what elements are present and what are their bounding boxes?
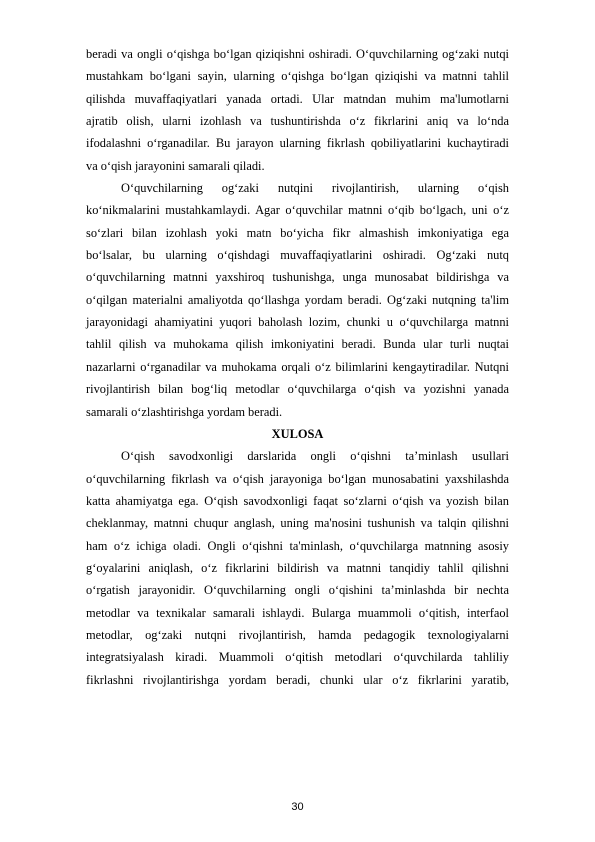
text-line: metodlar va texnikalar samarali ishlaydi. Bularga muammoli o‘qitish, interfaol bbox=[86, 605, 509, 620]
paragraph bbox=[86, 177, 509, 423]
text-line: katta ahamiyatga ega. O‘qish savodxonligi faqat so‘zlarni o‘qish va yozish bilan bbox=[86, 493, 509, 508]
text-line: nazarlarni o‘rganadilar va muhokama orqali o‘z bilimlarini kengaytiradilar. Nutqni bbox=[86, 359, 509, 374]
text-line: o‘quvchilarning matnni yaxshiroq tushunishga, unga munosabat bildirishga va bbox=[86, 270, 509, 285]
text-line: rivojlantirish bilan bog‘liq metodlar o‘quvchilarga o‘qish va yozishni yanada bbox=[86, 382, 509, 397]
text-line: o‘quvchilarning fikrlash va o‘qish jarayoniga bo‘lgan munosabatini yaxshilashda bbox=[86, 471, 509, 486]
text-line: samarali o‘zlashtirishga yordam beradi. bbox=[86, 404, 283, 419]
text-line: ham o‘z ichiga oladi. Ongli o‘qishni ta'minlash, o‘quvchilarga matnning asosiy bbox=[86, 538, 509, 553]
body-text-bottom bbox=[86, 445, 509, 691]
text-line: ko‘nikmalarini mustahkamlaydi. Agar o‘quvchilar matnni o‘qib bo‘lgach, uni o‘z bbox=[86, 203, 509, 218]
text-line: ifodalashni o‘rganadilar. Bu jarayon ularning fikrlash qobiliyatlarini kuchaytiradi bbox=[86, 136, 509, 151]
text-line: qilishda muvaffaqiyatlari yanada ortadi. Ular matndan muhim ma'lumotlarni bbox=[86, 91, 509, 106]
text-line: so‘zlari bilan izohlash yoki matn bo‘yicha fikr almashish imkoniyatiga ega bbox=[86, 225, 509, 240]
text-line: o‘rgatish jarayonidir. O‘quvchilarning ongli o‘qishini ta’minlashda bir nechta bbox=[86, 583, 509, 598]
text-line: metodlar, og‘zaki nutqni rivojlantirish, hamda pedagogik texnologiyalarni bbox=[86, 627, 509, 642]
section-heading: XULOSA bbox=[271, 426, 324, 441]
text-line: O‘qish savodxonligi darslarida ongli o‘qishni ta’minlash usullari bbox=[121, 449, 509, 464]
document-page bbox=[86, 43, 509, 691]
paragraph bbox=[86, 445, 509, 691]
text-line: O‘quvchilarning og‘zaki nutqini rivojlantirish, ularning o‘qish bbox=[121, 181, 509, 196]
text-line: g‘oyalarini aniqlash, o‘z fikrlarini bildirish va matnni tanqidiy tahlil qilishni bbox=[86, 560, 509, 575]
paragraph bbox=[86, 43, 509, 177]
text-line: bo‘lsalar, bu ularning o‘qishdagi muvaffaqiyatlarini oshiradi. Og‘zaki nutq bbox=[86, 248, 509, 263]
text-line: mustahkam bo‘lgani sayin, ularning o‘qishga bo‘lgan qiziqishi va matnni tahlil bbox=[86, 69, 509, 84]
text-line: cheklanmay, matnni chuqur anglash, uning ma'nosini tushunish va talqin qilishni bbox=[86, 516, 509, 531]
text-line: o‘qilgan materialni amaliyotda qo‘llashga yordam beradi. Og‘zaki nutqning ta'lim bbox=[86, 292, 509, 307]
text-line: ajratib olish, ularni izohlash va tushuntirishda o‘z fikrlarini aniq va lo‘nda bbox=[86, 114, 509, 129]
text-line: tahlil qilish va muhokama qilish imkoniyatini beradi. Bunda ular turli nuqtai bbox=[86, 337, 509, 352]
text-line: beradi va ongli o‘qishga bo‘lgan qiziqishni oshiradi. O‘quvchilarning og‘zaki nutqi bbox=[86, 47, 509, 61]
text-line: fikrlashni rivojlantirishga yordam beradi, chunki ular o‘z fikrlarini yaratib, bbox=[86, 672, 509, 687]
text-line: va o‘qish jarayonini samarali qiladi. bbox=[86, 158, 265, 173]
page-number: 30 bbox=[291, 801, 304, 813]
body-text-top bbox=[86, 43, 509, 423]
text-line: integratsiyalash kiradi. Muammoli o‘qitish metodlari o‘quvchilarda tahliliy bbox=[86, 650, 509, 665]
text-line: jarayonidagi ahamiyatini yuqori baholash lozim, chunki u o‘quvchilarga matnni bbox=[86, 315, 509, 330]
